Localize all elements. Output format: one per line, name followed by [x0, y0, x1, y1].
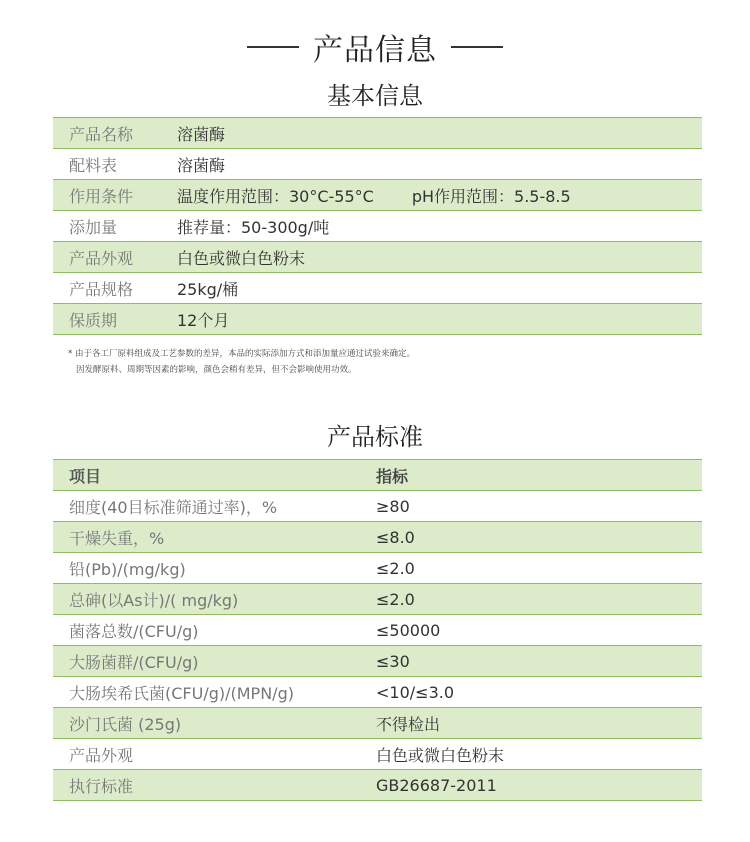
table-row	[53, 211, 702, 242]
title-row	[0, 24, 750, 70]
row-label: 干燥失重，%	[53, 522, 376, 553]
row-value: 12个月	[177, 304, 702, 335]
row-label: 大肠埃希氏菌(CFU/g)/(MPN/g)	[53, 677, 376, 708]
basic-info-title: 基本信息	[327, 82, 423, 110]
row-label: 大肠菌群/(CFU/g)	[53, 646, 376, 677]
standard-table	[53, 459, 702, 801]
table-row	[53, 522, 702, 553]
table-row	[53, 770, 702, 801]
row-label: 菌落总数/(CFU/g)	[53, 615, 376, 646]
column-header-index: 指标	[376, 460, 702, 491]
table-row	[53, 491, 702, 522]
row-label: 保质期	[53, 304, 177, 335]
table-row	[53, 242, 702, 273]
row-label: 添加量	[53, 211, 177, 242]
row-label: 执行标准	[53, 770, 376, 801]
table-row	[53, 739, 702, 770]
row-label: 配料表	[53, 149, 177, 180]
title-right-rule	[451, 46, 503, 48]
row-value: 白色或微白色粉末	[376, 739, 702, 770]
row-label: 产品规格	[53, 273, 177, 304]
row-label: 作用条件	[53, 180, 177, 211]
row-value: ≤50000	[376, 615, 702, 646]
table-row	[53, 304, 702, 335]
temperature-range: 温度作用范围：30°C-55°C	[177, 186, 374, 206]
table-row	[53, 273, 702, 304]
row-value: ≤8.0	[376, 522, 702, 553]
basic-info-table	[53, 117, 702, 335]
title-left-rule	[247, 46, 299, 48]
row-value: 溶菌酶	[177, 149, 702, 180]
standard-title: 产品标准	[327, 423, 423, 451]
column-header-item: 项目	[53, 460, 376, 491]
row-label: 总砷(以As计)/( mg/kg)	[53, 584, 376, 615]
row-label: 产品名称	[53, 118, 177, 149]
row-value: ≤2.0	[376, 553, 702, 584]
footnote: * 由于各工厂原料组成及工艺参数的差异，本品的实际添加方式和添加量应通过试验来确定。	[68, 349, 415, 359]
row-value: 溶菌酶	[177, 118, 702, 149]
table-row	[53, 677, 702, 708]
table-row	[53, 553, 702, 584]
table-row	[53, 646, 702, 677]
row-value: 推荐量：50-300g/吨	[177, 211, 702, 242]
row-value: 白色或微白色粉末	[177, 242, 702, 273]
row-label: 产品外观	[53, 242, 177, 273]
footnote: 因发酵原料、周期等因素的影响，颜色会稍有差异，但不会影响使用功效。	[76, 365, 357, 375]
table-header-row	[53, 460, 702, 491]
row-value-group	[177, 180, 702, 211]
table-row	[53, 584, 702, 615]
row-label: 沙门氏菌 (25g)	[53, 708, 376, 739]
row-label: 细度(40目标准筛通过率)，%	[53, 491, 376, 522]
table-row	[53, 615, 702, 646]
table-row	[53, 180, 702, 211]
table-row	[53, 708, 702, 739]
ph-range: pH作用范围：5.5-8.5	[411, 186, 571, 206]
table-row	[53, 149, 702, 180]
footnotes	[68, 346, 415, 378]
page-title: 产品信息	[313, 33, 437, 68]
table-row	[53, 118, 702, 149]
row-label: 产品外观	[53, 739, 376, 770]
row-value: 25kg/桶	[177, 273, 702, 304]
row-value: ≤30	[376, 646, 702, 677]
row-value: ≤2.0	[376, 584, 702, 615]
row-value: ≥80	[376, 491, 702, 522]
row-value: 不得检出	[376, 708, 702, 739]
row-label: 铅(Pb)/(mg/kg)	[53, 553, 376, 584]
row-value: <10/≤3.0	[376, 677, 702, 708]
row-value: GB26687-2011	[376, 770, 702, 801]
